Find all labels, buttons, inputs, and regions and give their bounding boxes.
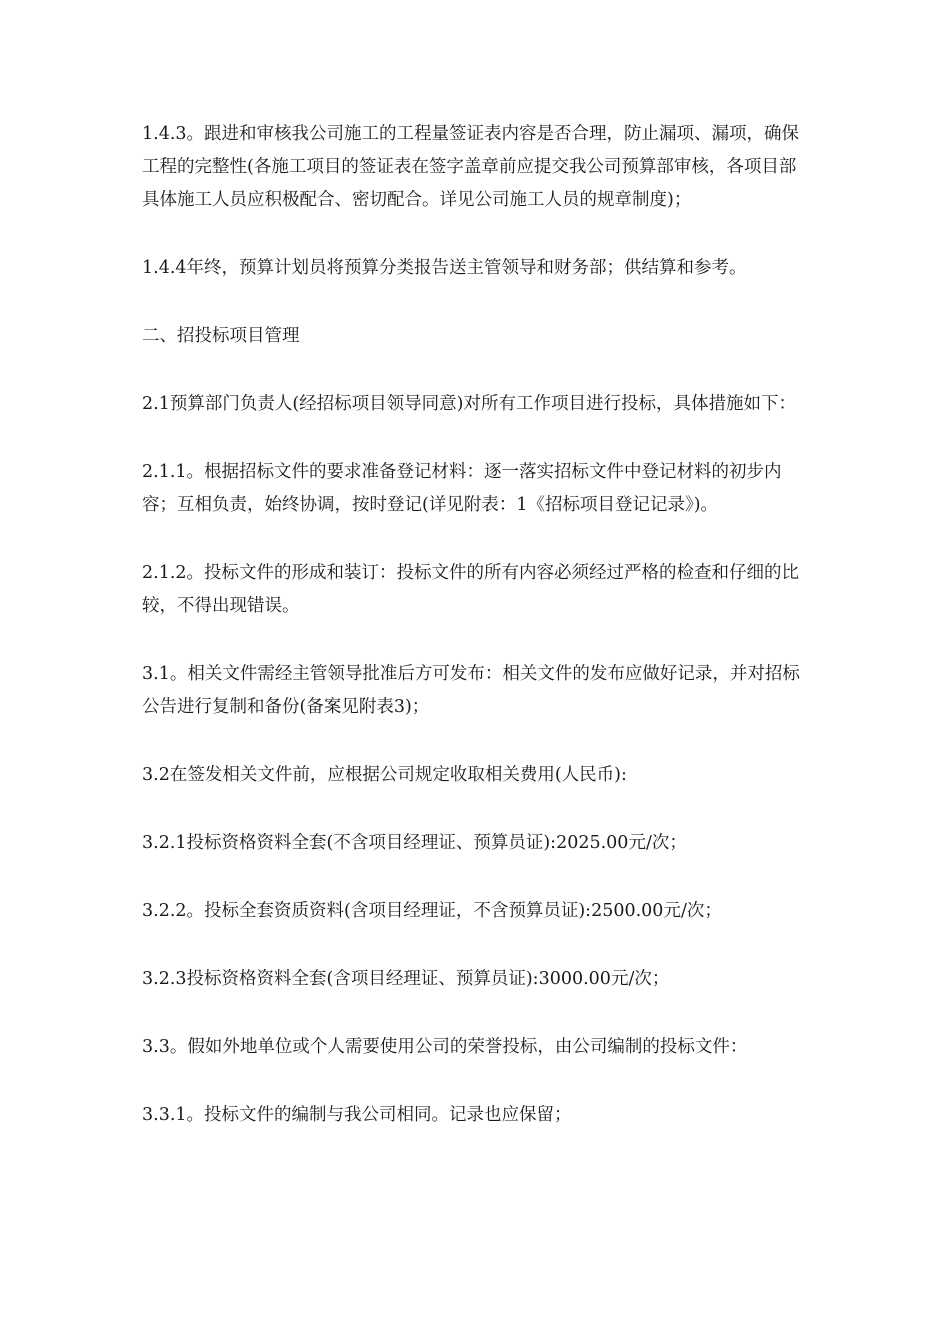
paragraph-2-1: 2.1预算部门负责人(经招标项目领导同意)对所有工作项目进行投标，具体措施如下：: [142, 394, 796, 414]
paragraph-3-2-1: 3.2.1投标资格资料全套(不含项目经理证、预算员证):2025.00元/次；: [142, 833, 687, 853]
paragraph-3-3-1: 3.3.1。投标文件的编制与我公司相同。记录也应保留；: [142, 1105, 572, 1125]
paragraph-3-2-3: 3.2.3投标资格资料全套(含项目经理证、预算员证):3000.00元/次；: [142, 969, 670, 989]
paragraph-3-2-2: 3.2.2。投标全套资质资料(含项目经理证，不含预算员证):2500.00元/次；: [142, 901, 722, 921]
paragraph-1-4-4: 1.4.4年终，预算计划员将预算分类报告送主管领导和财务部；供结算和参考。: [142, 258, 747, 278]
paragraph-3-3: 3.3。假如外地单位或个人需要使用公司的荣誉投标，由公司编制的投标文件：: [142, 1037, 748, 1057]
paragraph-3-2: 3.2在签发相关文件前，应根据公司规定收取相关费用(人民币):: [142, 765, 627, 785]
paragraph-3-1: 3.1。相关文件需经主管领导批准后方可发布：相关文件的发布应做好记录，并对招标公告进行复制和备份(备案见附表3)；: [142, 664, 800, 717]
paragraph-2-1-1: 2.1.1。根据招标文件的要求准备登记材料：逐一落实招标文件中登记材料的初步内容；互相负责，始终协调，按时登记(详见附表：1《招标项目登记记录》)。: [142, 462, 782, 515]
document-body: [142, 118, 812, 1167]
section-heading-bidding: 二、招投标项目管理: [142, 326, 300, 346]
paragraph-2-1-2: 2.1.2。投标文件的形成和装订：投标文件的所有内容必须经过严格的检查和仔细的比较，不得出现错误。: [142, 563, 800, 616]
paragraph-1-4-3: 1.4.3。跟进和审核我公司施工的工程量签证表内容是否合理，防止漏项、漏项，确保工程的完整性(各施工项目的签证表在签字盖章前应提交我公司预算部审核，各项目部具体施工人员应积极配合、密切配合。详见公司施工人员的规章制度)；: [142, 124, 800, 210]
